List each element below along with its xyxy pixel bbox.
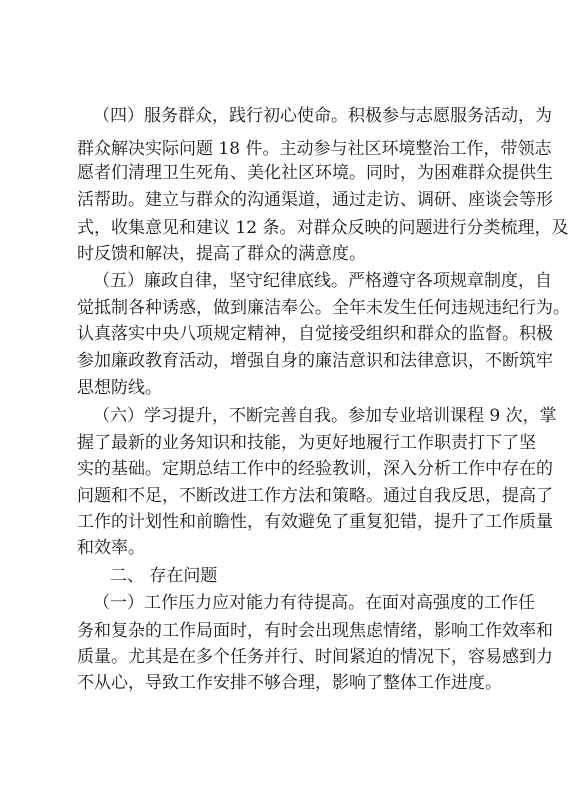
paragraph-problem-1-line-1: （一）工作压力应对能力有待提高。在面对高强度的工作任 <box>93 593 535 613</box>
paragraph-5-line-5: 思想防线。 <box>77 378 162 398</box>
paragraph-4-line-2: 群众解决实际问题 18 件。主动参与社区环境整治工作，带领志 <box>77 139 552 159</box>
paragraph-5-line-4: 参加廉政教育活动，增强自身的廉洁意识和法律意识，不断筑牢 <box>77 351 553 371</box>
paragraph-4-line-3: 愿者们清理卫生死角、美化社区环境。同时，为困难群众提供生 <box>77 163 553 183</box>
paragraph-problem-1-line-4: 不从心，导致工作安排不够合理，影响了整体工作进度。 <box>77 673 502 693</box>
paragraph-6-line-6: 和效率。 <box>77 538 145 558</box>
paragraph-6-line-5: 工作的计划性和前瞻性，有效避免了重复犯错，提升了工作质量 <box>77 512 553 532</box>
paragraph-5-line-3: 认真落实中央八项规定精神，自觉接受组织和群众的监督。积极 <box>77 324 553 344</box>
paragraph-6-line-2: 握了最新的业务知识和技能，为更好地履行工作职责打下了坚 <box>77 433 536 453</box>
paragraph-4-line-5: 式，收集意见和建议 12 条。对群众反映的问题进行分类梳理，及 <box>77 218 569 238</box>
paragraph-4-line-4: 活帮助。建立与群众的沟通渠道，通过走访、调研、座谈会等形 <box>77 190 553 210</box>
section-heading-problems: 二、 存在问题 <box>110 566 218 586</box>
paragraph-6-line-4: 问题和不足，不断改进工作方法和策略。通过自我反思，提高了 <box>77 486 553 506</box>
paragraph-5-line-2: 觉抵制各种诱惑，做到廉洁奉公。全年未发生任何违规违纪行为。 <box>77 298 570 318</box>
paragraph-problem-1-line-3: 质量。尤其是在多个任务并行、时间紧迫的情况下，容易感到力 <box>77 647 553 667</box>
paragraph-4-line-6: 时反馈和解决，提高了群众的满意度。 <box>77 244 366 264</box>
paragraph-6-line-1: （六）学习提升，不断完善自我。参加专业培训课程 9 次，掌 <box>93 406 557 426</box>
paragraph-6-line-3: 实的基础。定期总结工作中的经验教训，深入分析工作中存在的 <box>77 459 553 479</box>
paragraph-5-line-1: （五）廉政自律，坚守纪律底线。严格遵守各项规章制度，自 <box>93 271 552 291</box>
paragraph-4-line-1: （四）服务群众，践行初心使命。积极参与志愿服务活动，为 <box>93 106 552 126</box>
paragraph-problem-1-line-2: 务和复杂的工作局面时，有时会出现焦虑情绪，影响工作效率和 <box>77 621 553 641</box>
